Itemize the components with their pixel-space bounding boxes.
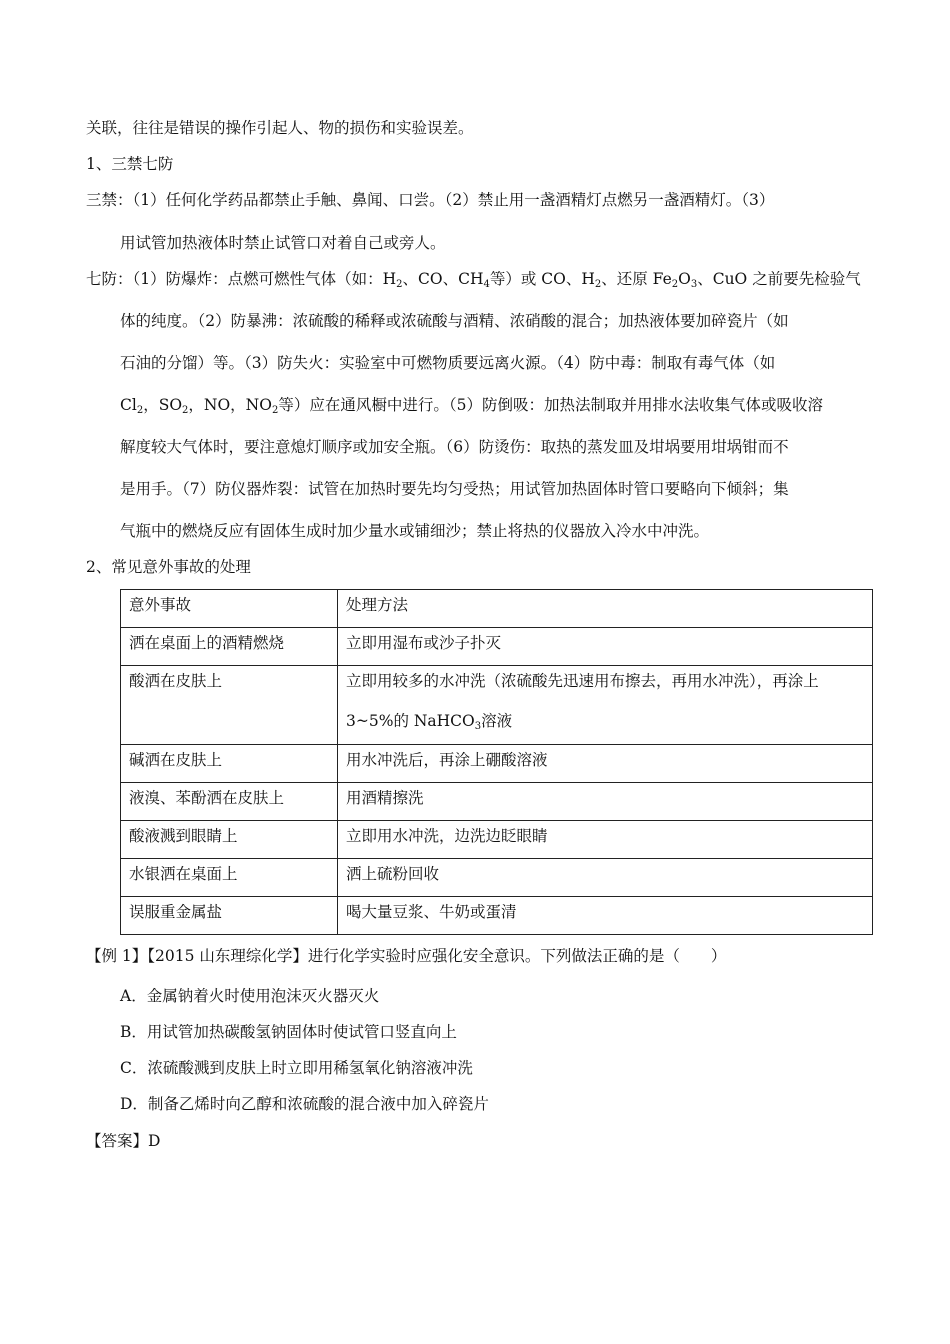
- table-row: [121, 897, 873, 935]
- method-cell: 洒上硫粉回收: [338, 859, 873, 897]
- accident-cell: 误服重金属盐: [121, 897, 338, 935]
- qifang-text: O: [678, 270, 691, 288]
- subscript: 2: [136, 405, 144, 416]
- method-cell: 立即用湿布或沙子扑灭: [338, 628, 873, 666]
- qifang-line-5: 解度较大气体时，要注意熄灯顺序或加安全瓶。（6）防烫伤：取热的蒸发皿及坩埚要用坩埚钳而不: [120, 438, 789, 456]
- method-cell: 用水冲洗后，再涂上硼酸溶液: [338, 745, 873, 783]
- qifang-text: Cl: [120, 396, 137, 414]
- subscript: 2: [594, 279, 602, 290]
- qifang-text: 、CuO 之前要先检验气: [697, 270, 861, 288]
- example-option-a: A．金属钠着火时使用泡沫灭火器灭火: [120, 987, 380, 1005]
- accident-cell: 水银洒在桌面上: [121, 859, 338, 897]
- example-option-d: D．制备乙烯时向乙醇和浓硫酸的混合液中加入碎瓷片: [120, 1095, 489, 1113]
- subscript: 3: [690, 279, 698, 290]
- qifang-text: ，NO，NO: [188, 396, 272, 414]
- accident-cell: 液溴、苯酚洒在皮肤上: [121, 783, 338, 821]
- example-question: 【例 1】【2015 山东理综化学】进行化学实验时应强化安全意识。下列做法正确的是（ ）: [86, 947, 727, 965]
- table-header-row: [121, 590, 873, 628]
- qifang-text: 、CO、CH: [402, 270, 484, 288]
- qifang-text: 等）应在通风橱中进行。（5）防倒吸：加热法制取并用排水法收集气体或吸收溶: [278, 396, 823, 414]
- qifang-line-4: [120, 394, 823, 422]
- subscript: 2: [271, 405, 279, 416]
- table-row: [121, 666, 873, 745]
- method-cell: [338, 666, 873, 745]
- qifang-text: 七防：（1）防爆炸：点燃可燃性气体（如：H: [86, 270, 397, 288]
- example-option-c: C．浓硫酸溅到皮肤上时立即用稀氢氧化钠溶液冲洗: [120, 1059, 473, 1077]
- table-row: [121, 745, 873, 783]
- qifang-line-3: 石油的分馏）等。（3）防失火：实验室中可燃物质要远离火源。（4）防中毒：制取有毒气体（如: [120, 354, 776, 372]
- table-header-cell: 处理方法: [338, 590, 873, 628]
- qifang-line-2: 体的纯度。（2）防暴沸：浓硫酸的稀释或浓硫酸与酒精、浓硝酸的混合；加热液体要加碎瓷片（如: [120, 312, 789, 330]
- table-header-cell: 意外事故: [121, 590, 338, 628]
- table-row: [121, 859, 873, 897]
- qifang-line-7: 气瓶中的燃烧反应有固体生成时加少量水或铺细沙；禁止将热的仪器放入冷水中冲洗。: [120, 522, 710, 540]
- qifang-line-1: [86, 268, 861, 296]
- example-answer: 【答案】D: [86, 1132, 161, 1150]
- method-text: 溶液: [481, 712, 513, 730]
- method-cell: 用酒精擦洗: [338, 783, 873, 821]
- sanjin-line-2: 用试管加热液体时禁止试管口对着自己或旁人。: [120, 234, 446, 252]
- accident-cell: 酸液溅到眼睛上: [121, 821, 338, 859]
- table-row: [121, 628, 873, 666]
- table-row: [121, 821, 873, 859]
- qifang-text: 、还原 Fe: [601, 270, 672, 288]
- section1-title: 1、三禁七防: [86, 155, 174, 173]
- intro-line: 关联，往往是错误的操作引起人、物的损伤和实验误差。: [86, 119, 474, 137]
- subscript: 2: [182, 405, 189, 416]
- section2-title: 2、常见意外事故的处理: [86, 558, 251, 576]
- method-text: 立即用较多的水冲洗（浓硫酸先迅速用布擦去，再用水冲洗），再涂上: [346, 672, 819, 690]
- accident-cell: 酸洒在皮肤上: [121, 666, 338, 745]
- table-row: [121, 783, 873, 821]
- sanjin-line-1: 三禁：（1）任何化学药品都禁止手触、鼻闻、口尝。（2）禁止用一盏酒精灯点燃另一盏酒精灯。（3）: [86, 191, 775, 209]
- qifang-text: ，SO: [143, 396, 183, 414]
- qifang-line-6: 是用手。（7）防仪器炸裂：试管在加热时要先均匀受热；用试管加热固体时管口要略向下倾斜；集: [120, 480, 789, 498]
- method-text-line2: [346, 706, 872, 742]
- method-text: 3~5%的 NaHCO: [346, 712, 475, 730]
- qifang-text: 等）或 CO、H: [489, 270, 595, 288]
- subscript: 3: [474, 721, 482, 732]
- subscript: 2: [671, 279, 679, 290]
- example-option-b: B．用试管加热碳酸氢钠固体时使试管口竖直向上: [120, 1023, 457, 1041]
- method-cell: 立即用水冲洗，边洗边眨眼睛: [338, 821, 873, 859]
- accident-table: [120, 589, 873, 935]
- subscript: 4: [483, 279, 490, 290]
- accident-cell: 洒在桌面上的酒精燃烧: [121, 628, 338, 666]
- subscript: 2: [396, 279, 403, 290]
- method-cell: 喝大量豆浆、牛奶或蛋清: [338, 897, 873, 935]
- accident-cell: 碱洒在皮肤上: [121, 745, 338, 783]
